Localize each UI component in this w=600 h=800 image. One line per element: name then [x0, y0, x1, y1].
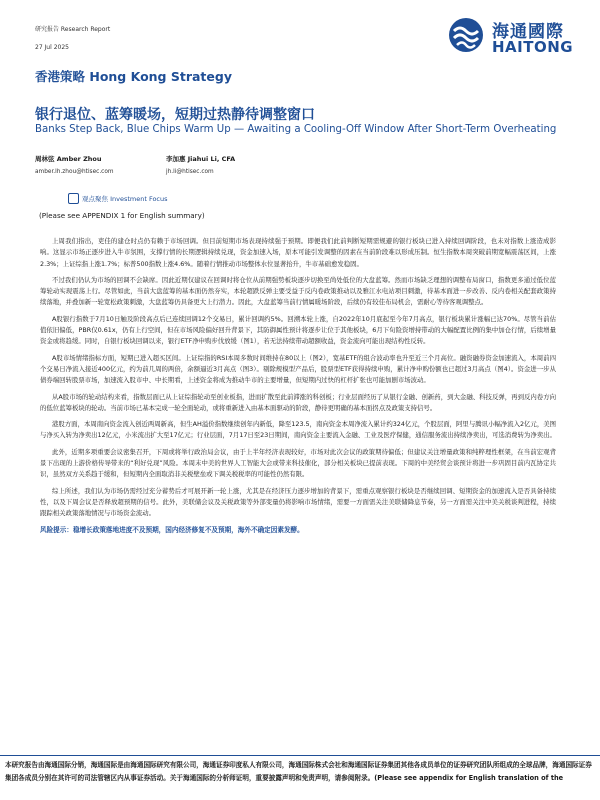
paragraph: 港股方面，本周南向资金流入创近两周新高，但生AH溢价指数继续创年内新低，降至123.5，南向资金本周净流入累计约324亿元，个股层面，阿里与腾讯小幅净流入2亿元，美图与净买入转为净卖出12亿元，小米流出扩大至17亿元；行业层面，7月17日至23日期间，南向资金主要流入金融、工业及医疗保健，通信服务流出持续净卖出，可选消费转为净卖出。 — [40, 420, 556, 440]
paragraph: 上周我们指出，吏佳的建仓时点仍有赖于市场回调。但目前短期市场表现持续强于预期。即便我们此前判断短期需规避的银行板块已进入持续回调阶段，也未对指数上涨造成影响。这显示市场正逐步进入牛市氛围，支撑行情的长期逻辑持续兑现，资金加速入场，原本可能引发调整的因素在当前阶段难以形成压制。恒生指数本周突破前期宽幅震荡区间，上涨2.3%；上证综指上涨1.7%；标普500指数上涨4.6%。随着行情推动市场整体水位显著抬升，牛市基础愈发稳固。 — [40, 237, 556, 268]
focus-icon — [68, 193, 79, 204]
title-en: Banks Step Back, Blue Chips Warm Up — Awaiting a Cooling-Off Window After Short-Term Overheating — [35, 124, 557, 135]
author-email[interactable]: amber.lh.zhou@htisec.com — [35, 169, 114, 175]
paragraph: A股市场情绪指标方面，短期已进入超买区间。上证综指的RSI本周多数时间维持在80以上（图2），宽基ETF的组合波动率也升至近三个月高位。融资融券资金加速流入，本周前四个交易日净流入接近400亿元，约为前几周的两倍，余额逼近3月高点（图3）。剔除规模型产品后，股票型ETF获得持续申购，累计净申购份额也已超过3月高点（图4）。资金进一步从债券端回转股票市场，加速流入股市中、中长期看，上述资金将成为推动牛市的主要增量，但短期内过快的杠杆扩张也可能加剧市场波动。 — [40, 353, 556, 385]
appendix-note: (Please see APPENDIX 1 for English summary) — [39, 211, 205, 220]
author-email[interactable]: jh.li@htisec.com — [166, 169, 214, 175]
haitong-logo — [448, 15, 588, 59]
logo-text-cn: 海通國際 — [492, 22, 564, 42]
author-1 — [35, 154, 114, 175]
author-name: 周林弦 Amber Zhou — [35, 155, 102, 163]
paragraph: A股银行指数于7月10日触及阶段高点后已连续回调12个交易日，累计回调约5%。回溯本轮上涨，自2022年10月底起至今年7月高点，银行板块累计涨幅已达70%。尽管当前估值依旧偏低，PBR仅0.61x，仍有上行空间，但在市场风险偏好回升背景下，其防御属性预计将逐步让位于其他板块，6月下旬险资增持带动的大幅配置比例的集中加仓行情，后续增量资金或将趋缓。同时，自银行板块回调以来，银行ETF净申购步伐放缓（图1），若无法持续带动超额收益，资金流向可能出现结构性反转。 — [40, 314, 556, 346]
report-date: 27 Jul 2025 — [35, 44, 69, 51]
title-cn: 银行退位、蓝筹暖场，短期过热静待调整窗口 — [35, 107, 315, 123]
investment-focus-label: 观点聚焦 Investment Focus — [82, 195, 168, 203]
author-2 — [166, 154, 235, 175]
paragraph: 综上所述，我们认为市场仍需经过充分蓄势后才可展开新一轮上涨，尤其是在经济压力逐步增加的背景下，需重点观察银行板块是否继续回调、短期资金的加速流入是否具备持续性，以及下周会议是否释放超预期的信号。此外，美联储会议及关税政策等外部变量仍将影响市场情绪，需要一方面需关注美联储降息节奏，另一方面需关注中美关税谈判进程，持续跟踪相关政策落地情况与市场资金流动。 — [40, 486, 556, 518]
haitong-logo-icon — [448, 17, 484, 53]
logo-text-en: HAITONG — [492, 38, 574, 56]
section-title: 香港策略 Hong Kong Strategy — [35, 69, 232, 84]
paragraph: 不过我们仍认为市场的回调不会缺席。因此近期仅建议在回调时将仓位从前期强势板块逐步切换至尚处低位的大盘蓝筹。然而市场缺乏理想的调整布局窗口，指数更多通过低位蓝筹轮动实现震荡上行。尽管如此，当前大盘蓝筹的基本面仍然夯实，本轮超跌反弹主要受益于反内卷政策推动以及雅江水电站项目刺激，待基本面进一步改善、反内卷相关配套政策持续落地，并叠加新一轮宽松政策刺激，大盘蓝筹仍具备更大上行潜力。因此，大盘蓝筹当前行情属暖场阶段，后续仍有较佳布局机会，需耐心等待客观调整点。 — [40, 275, 556, 307]
footer-disclaimer: 本研究报告由海通国际分销，海通国际是由海通国际研究有限公司，海通证券印度私人有限公司，海通国际株式会社和海通国际证券集团其他各成员单位的证券研究团队所组成的全球品牌，海通国际证券集团各成员分别在其许可的司法管辖区内从事证券活动。关于海通国际的分析师证明，重要披露声明和免责声明，请参阅附录。(Please see appendix for English translation of the — [5, 761, 592, 782]
author-name: 李加惠 Jiahui Li, CFA — [166, 155, 236, 163]
paragraph: 从A股市场的轮动结构来看，指数层面已从上证综指轮动至创业板指，进而扩散至此前滞涨的科创板；行业层面经历了从银行金融、创新药，到大金融、科技反弹，再到反内卷方向的低位蓝筹板块的轮动。当前市场已基本完成一轮全面轮动，或将重新进入由基本面驱动的阶段，静待更明确的基本面拐点及政策支持信号。 — [40, 392, 556, 412]
doc-type: 研究报告 Research Report — [35, 26, 111, 33]
body — [40, 236, 556, 536]
paragraph: 此外，近期多项重要会议密集召开，下周或将举行政治局会议，由于上半年经济表现较好，市场对此次会议的政策期待偏低；但建议关注增量政策和纯粹理性框架，在当前宏观背景下出现的上游价格传导带来的“利好兑现”风险。本周末中美的世界人工智能大会或带来科技催化，部分相关板块已提前表现。下周的中美经贸会谈预计将进一步巩固目前内瓦协定共识，虽然双方关系趋于缓和，但短期内全面取消非关税壁垒或下调关税税率的可能性仍然有限。 — [40, 447, 556, 479]
risk-warning: 风险提示：稳增长政策落地进度不及预期，国内经济修复不及预期，海外不确定因素发酵。 — [40, 525, 304, 534]
footer-divider — [0, 755, 600, 756]
